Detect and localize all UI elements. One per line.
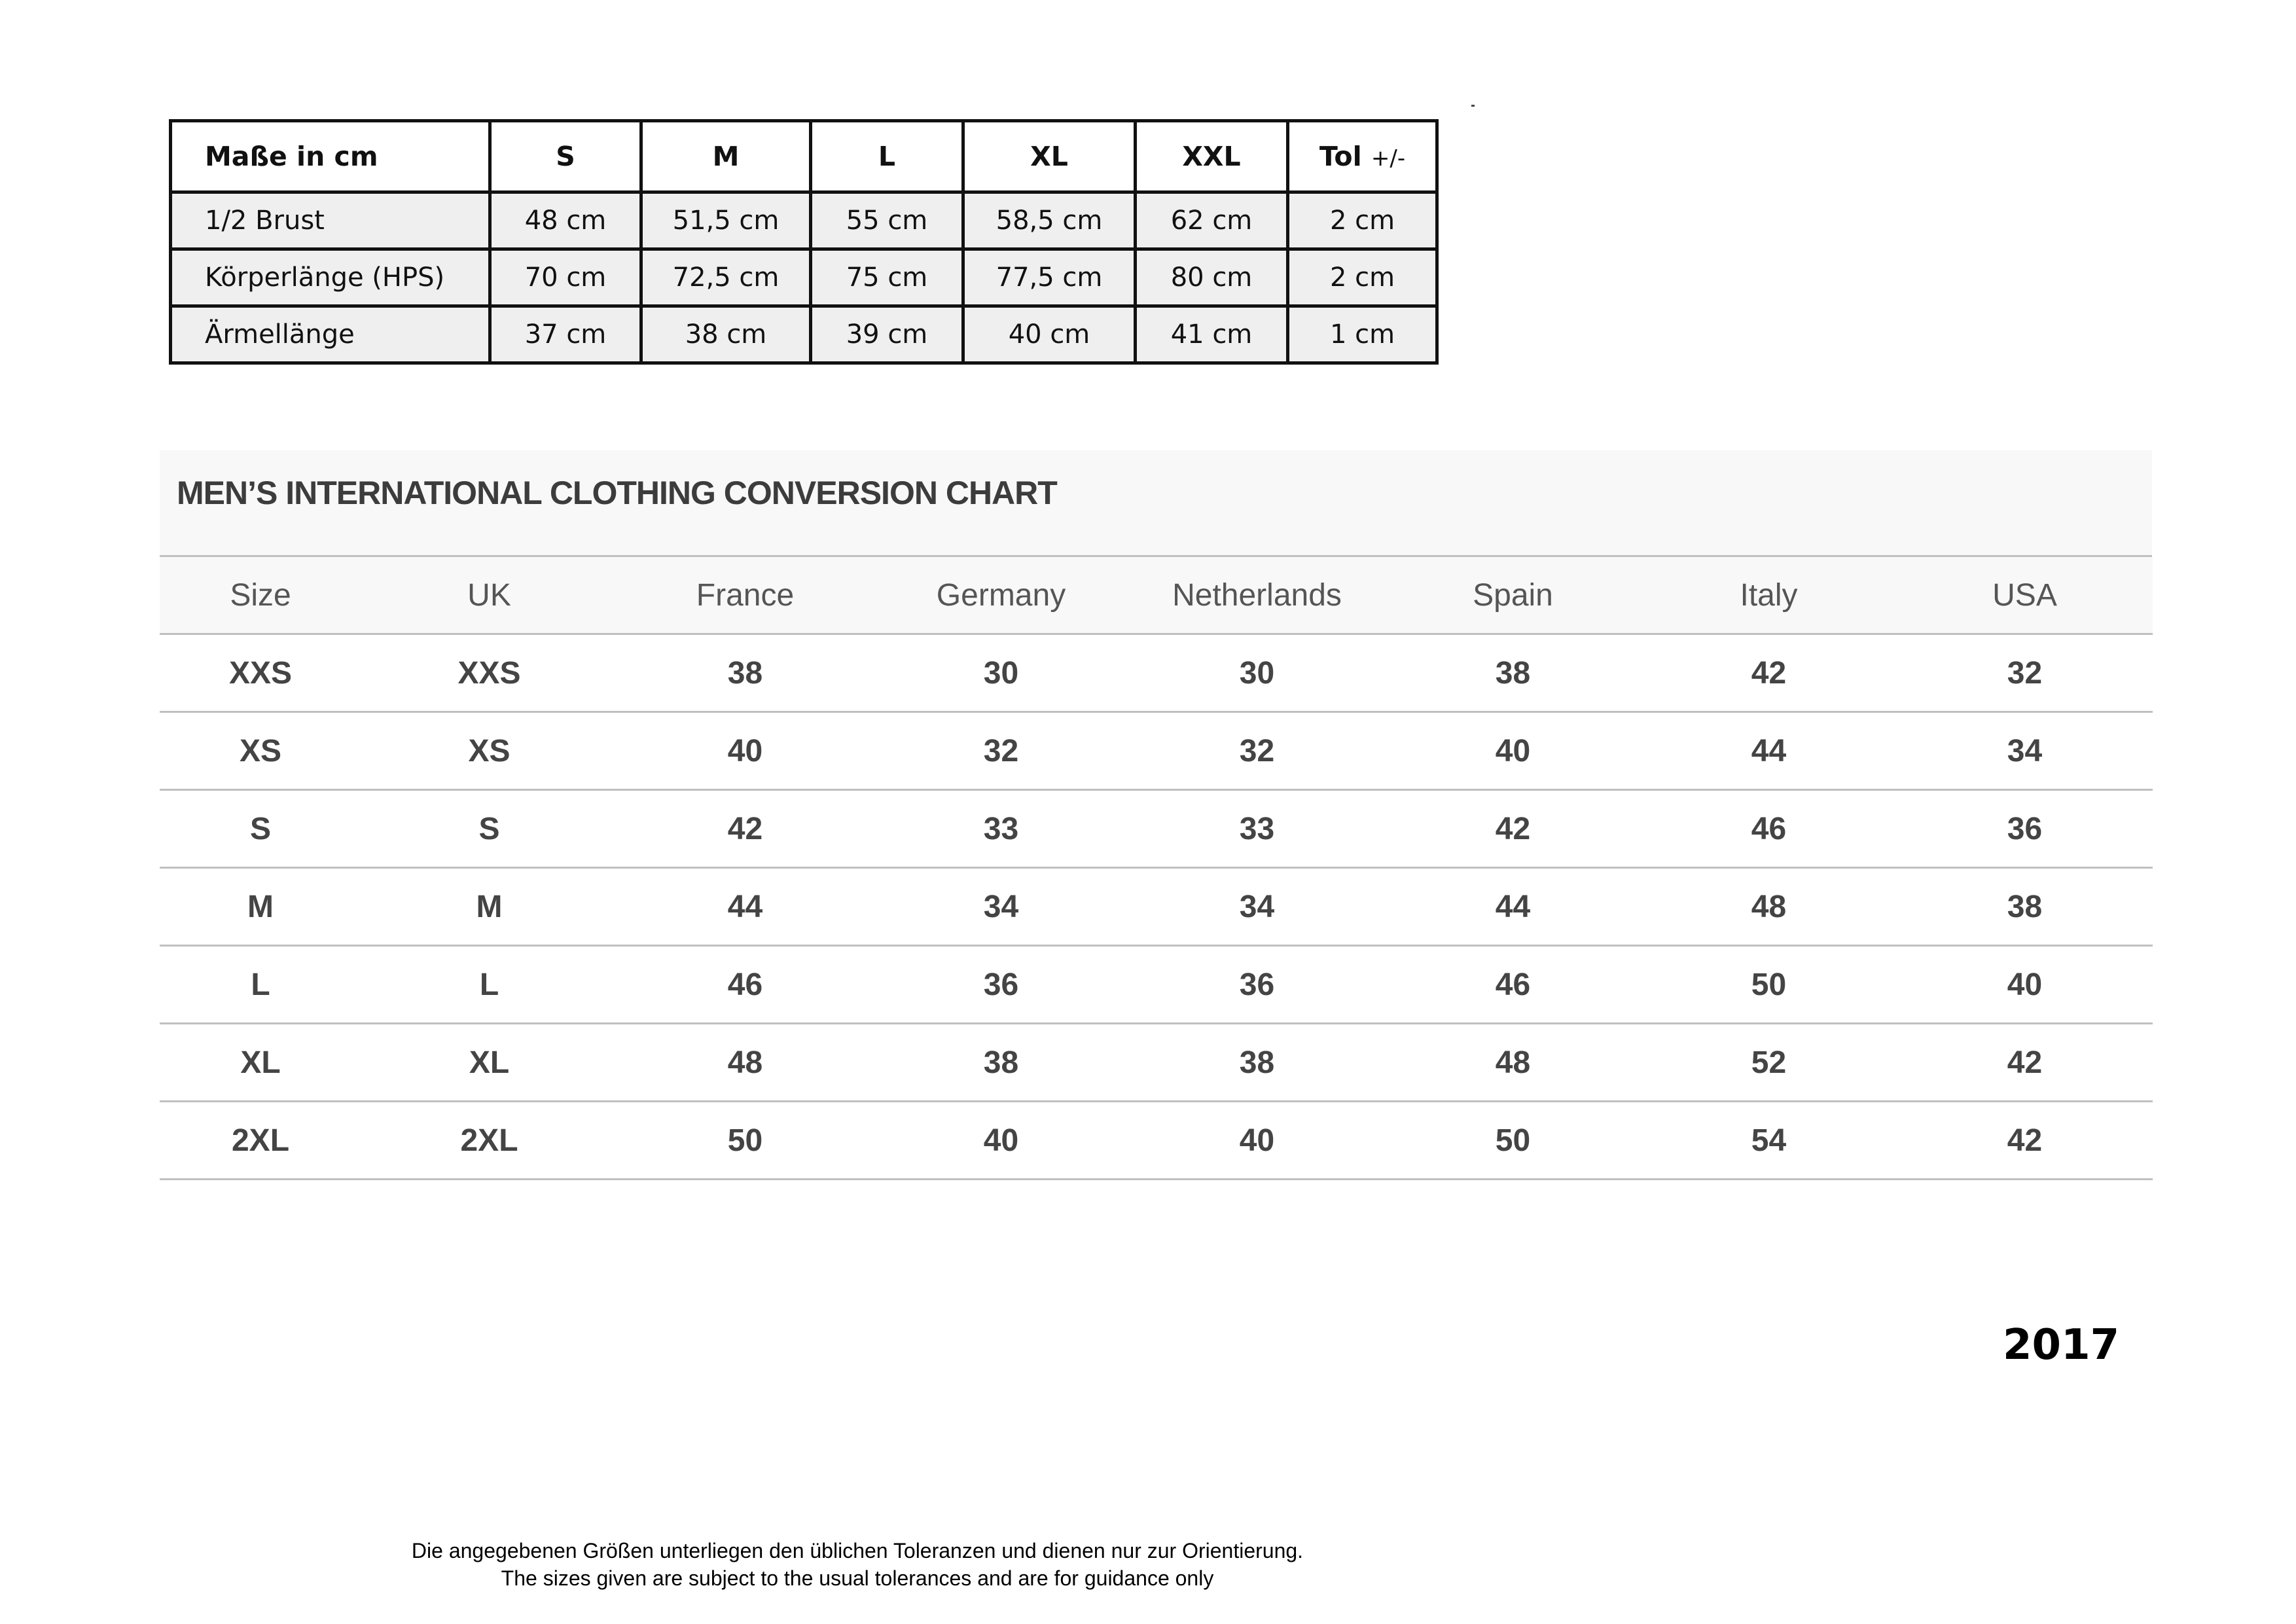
conversion-cell: 42 (617, 790, 873, 868)
conversion-cell: 42 (1385, 790, 1641, 868)
tolerance-label: Tol (1319, 141, 1362, 172)
conversion-cell: 30 (873, 634, 1129, 712)
conversion-cell: 50 (1385, 1102, 1641, 1180)
conversion-cell: 32 (873, 712, 1129, 790)
conversion-cell: 52 (1641, 1024, 1897, 1102)
measurement-header-xxl: XXL (1136, 121, 1288, 192)
conversion-cell: 34 (1129, 868, 1385, 946)
conversion-cell: XL (160, 1024, 361, 1102)
conversion-cell: 44 (1385, 868, 1641, 946)
measurement-header-xl: XL (963, 121, 1136, 192)
measurement-cell: 48 cm (490, 192, 641, 249)
measurement-cell: 37 cm (490, 306, 641, 363)
conversion-header-spain: Spain (1385, 557, 1641, 634)
measurement-cell: 62 cm (1136, 192, 1288, 249)
conversion-cell: 48 (1385, 1024, 1641, 1102)
conversion-cell: 2XL (361, 1102, 617, 1180)
conversion-cell: 50 (1641, 946, 1897, 1024)
conversion-cell: 42 (1897, 1024, 2153, 1102)
conversion-table (160, 557, 2153, 1180)
stray-mark (1471, 105, 1475, 107)
conversion-cell: 42 (1641, 634, 1897, 712)
conversion-chart (160, 450, 2152, 1180)
footer-disclaimer (0, 1537, 1715, 1592)
conversion-row (160, 946, 2153, 1024)
measurement-row-label: Körperlänge (HPS) (171, 249, 490, 306)
conversion-cell: S (361, 790, 617, 868)
conversion-row (160, 712, 2153, 790)
conversion-cell: 2XL (160, 1102, 361, 1180)
conversion-cell: XS (361, 712, 617, 790)
conversion-header-france: France (617, 557, 873, 634)
measurement-cell: 40 cm (963, 306, 1136, 363)
measurement-cell: 77,5 cm (963, 249, 1136, 306)
measurement-cell: 72,5 cm (641, 249, 811, 306)
conversion-cell: 36 (1129, 946, 1385, 1024)
conversion-cell: L (160, 946, 361, 1024)
conversion-cell: 40 (873, 1102, 1129, 1180)
conversion-cell: XXS (361, 634, 617, 712)
conversion-row (160, 1024, 2153, 1102)
conversion-header-uk: UK (361, 557, 617, 634)
conversion-header-row (160, 557, 2153, 634)
conversion-cell: 38 (873, 1024, 1129, 1102)
conversion-cell: 50 (617, 1102, 873, 1180)
measurement-cell: 51,5 cm (641, 192, 811, 249)
measurement-header-m: M (641, 121, 811, 192)
tolerance-unit: +/- (1371, 145, 1406, 171)
conversion-header-size: Size (160, 557, 361, 634)
conversion-cell: 33 (1129, 790, 1385, 868)
conversion-cell: M (160, 868, 361, 946)
conversion-cell: 38 (1129, 1024, 1385, 1102)
conversion-cell: 40 (1385, 712, 1641, 790)
measurement-header-tolerance (1288, 121, 1437, 192)
conversion-cell: XL (361, 1024, 617, 1102)
measurement-header-label: Maße in cm (171, 121, 490, 192)
conversion-cell: 54 (1641, 1102, 1897, 1180)
conversion-cell: L (361, 946, 617, 1024)
measurement-header-s: S (490, 121, 641, 192)
conversion-title-band (160, 450, 2152, 557)
conversion-cell: 38 (1385, 634, 1641, 712)
conversion-cell: 40 (1897, 946, 2153, 1024)
year-label: 2017 (2003, 1321, 2120, 1369)
conversion-cell: 48 (617, 1024, 873, 1102)
measurement-cell: 75 cm (811, 249, 963, 306)
measurement-row-body-length (171, 249, 1437, 306)
conversion-cell: 46 (617, 946, 873, 1024)
conversion-cell: 32 (1129, 712, 1385, 790)
measurement-cell: 2 cm (1288, 192, 1437, 249)
conversion-header-netherlands: Netherlands (1129, 557, 1385, 634)
measurement-cell: 41 cm (1136, 306, 1288, 363)
measurement-cell: 1 cm (1288, 306, 1437, 363)
conversion-cell: 48 (1641, 868, 1897, 946)
conversion-cell: 46 (1385, 946, 1641, 1024)
conversion-title: MEN’S INTERNATIONAL CLOTHING CONVERSION CHART (177, 475, 1057, 511)
conversion-row (160, 634, 2153, 712)
measurement-cell: 70 cm (490, 249, 641, 306)
conversion-row (160, 1102, 2153, 1180)
conversion-header-germany: Germany (873, 557, 1129, 634)
measurement-cell: 38 cm (641, 306, 811, 363)
conversion-cell: S (160, 790, 361, 868)
conversion-cell: 44 (1641, 712, 1897, 790)
footer-line-english: The sizes given are subject to the usual tolerances and are for guidance only (501, 1566, 1214, 1590)
conversion-cell: 38 (1897, 868, 2153, 946)
measurement-row-label: Ärmellänge (171, 306, 490, 363)
measurement-row-sleeve-length (171, 306, 1437, 363)
measurement-header-row (171, 121, 1437, 192)
measurement-row-label: 1/2 Brust (171, 192, 490, 249)
conversion-cell: XXS (160, 634, 361, 712)
conversion-row (160, 790, 2153, 868)
conversion-cell: 36 (1897, 790, 2153, 868)
conversion-cell: 40 (1129, 1102, 1385, 1180)
conversion-cell: XS (160, 712, 361, 790)
measurement-cell: 58,5 cm (963, 192, 1136, 249)
footer-line-german: Die angegebenen Größen unterliegen den üblichen Toleranzen und dienen nur zur Orientierung. (411, 1539, 1304, 1562)
conversion-header-italy: Italy (1641, 557, 1897, 634)
conversion-cell: 38 (617, 634, 873, 712)
conversion-cell: 32 (1897, 634, 2153, 712)
conversion-cell: 34 (873, 868, 1129, 946)
conversion-cell: 34 (1897, 712, 2153, 790)
conversion-cell: 44 (617, 868, 873, 946)
measurement-cell: 39 cm (811, 306, 963, 363)
measurement-row-chest (171, 192, 1437, 249)
conversion-cell: 46 (1641, 790, 1897, 868)
measurement-header-l: L (811, 121, 963, 192)
conversion-cell: M (361, 868, 617, 946)
conversion-cell: 36 (873, 946, 1129, 1024)
conversion-cell: 42 (1897, 1102, 2153, 1180)
conversion-header-usa: USA (1897, 557, 2153, 634)
conversion-cell: 30 (1129, 634, 1385, 712)
conversion-cell: 33 (873, 790, 1129, 868)
measurement-cell: 80 cm (1136, 249, 1288, 306)
measurement-table (169, 119, 1439, 365)
conversion-cell: 40 (617, 712, 873, 790)
measurement-cell: 55 cm (811, 192, 963, 249)
conversion-row (160, 868, 2153, 946)
measurement-cell: 2 cm (1288, 249, 1437, 306)
